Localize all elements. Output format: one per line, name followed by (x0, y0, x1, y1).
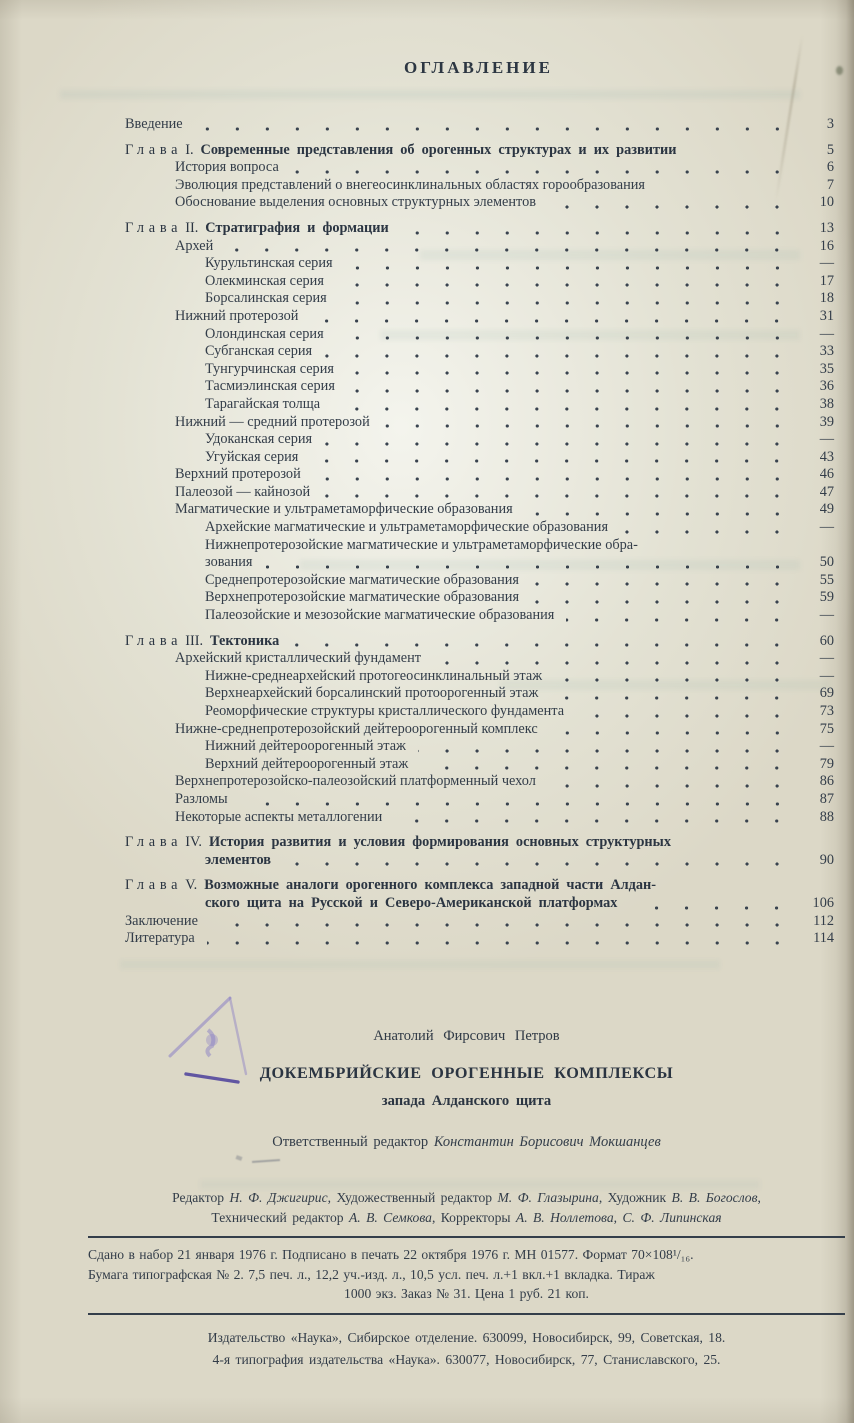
toc-page-number: 114 (813, 930, 834, 947)
toc-entry-label: Верхнепротерозойско-палеозойский платформенный чехол (175, 773, 536, 790)
toc-row (125, 484, 834, 502)
toc-row (125, 326, 834, 344)
toc-row (125, 378, 834, 396)
toc-entry-label: Литература (125, 930, 195, 947)
toc-page-number: 60 (819, 632, 834, 649)
toc-row (125, 773, 834, 791)
chapter-prefix: Глава IV. (125, 834, 203, 851)
toc-page-number: — (819, 650, 834, 667)
toc-row (125, 809, 834, 827)
toc-row (125, 537, 834, 555)
toc-row (125, 791, 834, 809)
toc-entry-label: Верхнеархейский борсалинский протоорогенный этаж (205, 685, 539, 702)
toc-entry-label: Тектоника (210, 632, 280, 649)
dot-leader (548, 197, 792, 211)
toc-chapter-row (125, 834, 834, 852)
toc-entry-label: Верхний протерозой (175, 466, 301, 483)
book-subtitle: запада Алданского щита (381, 1093, 552, 1109)
toc-entry-label: зования (205, 554, 253, 571)
dot-leader (310, 311, 792, 325)
toc-row (125, 895, 834, 913)
dot-leader (291, 162, 792, 176)
dot-leader (291, 635, 792, 649)
toc-row (125, 668, 834, 686)
toc-entry-label: История вопроса (175, 159, 279, 176)
dot-leader (554, 670, 792, 684)
toc-row (125, 501, 834, 519)
dot-leader (207, 933, 792, 947)
toc-row (125, 273, 834, 291)
dot-leader (433, 653, 792, 667)
toc-entry-label: Нижний дейтероорогенный этаж (205, 738, 406, 755)
dot-leader (620, 522, 792, 536)
toc-page-number: 73 (819, 703, 834, 719)
chapter-prefix: Глава V. (125, 877, 198, 894)
toc-entry-label: Нижне-среднеархейский протогеосинклинальный этаж (205, 667, 543, 684)
toc-row (125, 852, 834, 870)
divider-rule (88, 1236, 845, 1238)
chapter-prefix: Глава II. (125, 219, 199, 236)
toc-page-number: 49 (819, 501, 834, 518)
toc-page-number: 87 (819, 790, 834, 807)
dot-leader (265, 557, 793, 571)
toc-row (125, 361, 834, 379)
paper-speck (836, 66, 843, 75)
toc-page-number: — (819, 519, 834, 536)
role-label: , (757, 1190, 761, 1205)
person-name: Н. Ф. Джигирис (229, 1190, 328, 1205)
toc-entry-label: Среднепротерозойские магматические образования (205, 571, 519, 588)
dot-leader (576, 706, 792, 720)
toc-page-number: 43 (819, 448, 834, 465)
toc-row (125, 756, 834, 774)
toc-page-number: 79 (819, 755, 834, 772)
toc-page-number: 112 (813, 912, 834, 929)
chapter-prefix: Глава III. (125, 632, 204, 649)
toc-page-number: 6 (826, 159, 834, 176)
dot-leader (322, 486, 792, 500)
toc-entry-label: элементов (205, 851, 271, 868)
toc-page-number: 55 (819, 571, 834, 588)
toc-entry-label: Угуйская серия (205, 448, 299, 465)
toc-entry-label: Тарагайская толща (205, 395, 321, 412)
toc-entry-label: Олекминская серия (205, 272, 324, 289)
toc-row (125, 519, 834, 537)
toc-row (125, 343, 834, 361)
person-name: В. В. Богослов (671, 1190, 758, 1205)
toc-entry-label: Верхний дейтероорогенный этаж (205, 755, 409, 772)
chapter-prefix: Глава I. (125, 141, 194, 158)
toc-page-number: — (819, 607, 834, 624)
toc-row (125, 116, 834, 134)
print-info-line-3: 1000 экз. Заказ № 31. Цена 1 руб. 21 коп. (344, 1286, 589, 1301)
toc-page-number: 10 (819, 194, 834, 211)
book-title: ДОКЕМБРИЙСКИЕ ОРОГЕННЫЕ КОМПЛЕКСЫ (259, 1064, 674, 1082)
toc-entry-label: Современные представления об орогенных структурах и их развитии (200, 141, 677, 158)
toc-entry-label: Архейские магматические и ультраметаморфические образования (205, 519, 609, 536)
toc-entry-label: Удоканская серия (205, 431, 313, 448)
divider-rule (88, 1313, 845, 1315)
toc-entry-label: Магматические и ультраметаморфические образования (175, 501, 513, 518)
dot-leader (550, 723, 792, 737)
role-label: Ответственный редактор (272, 1134, 434, 1150)
toc-row (125, 194, 834, 212)
dot-leader (531, 574, 792, 588)
dot-leader (225, 240, 792, 254)
toc-entry-label: Олондинская серия (205, 325, 324, 342)
toc-page-number: 106 (812, 894, 834, 911)
toc-page-number: — (819, 255, 834, 272)
page-title: ОГЛАВЛЕНИЕ (404, 58, 553, 77)
toc-page-number: 13 (819, 219, 834, 236)
dot-leader (313, 469, 792, 483)
person-name: А. В. Семкова (348, 1209, 432, 1225)
dot-leader (336, 275, 792, 289)
toc-row (125, 572, 834, 590)
toc-page-number: 38 (819, 395, 834, 412)
toc-entry-label: Нижне-среднепротерозойский дейтероорогенный комплекс (175, 720, 538, 737)
role-label: , Корректоры (431, 1209, 516, 1225)
role-label: , Художник (598, 1190, 672, 1205)
toc-page-number: 5 (826, 141, 834, 158)
toc-row (125, 466, 834, 484)
toc-entry-label: Обоснование выделения основных структурных элементов (175, 194, 536, 211)
toc-page-number: — (819, 325, 834, 342)
role-label: Технический редактор (211, 1209, 349, 1225)
toc-row (125, 159, 834, 177)
toc-row (125, 396, 834, 414)
toc-entry-label: Нижний протерозой (175, 307, 299, 324)
toc-entry-label: Эволюция представлений о внегеосинклинальных областях горообразования (175, 176, 645, 193)
person-name: Константин Борисович Мокшанцев (433, 1134, 661, 1150)
toc-page-number: — (819, 738, 834, 755)
dot-leader (324, 346, 792, 360)
toc-entry-label: Разломы (175, 790, 228, 807)
dot-leader (195, 119, 792, 133)
toc-page-number: 31 (819, 307, 834, 324)
toc-row (125, 255, 834, 273)
toc-row (125, 607, 834, 625)
toc-entry-label: Субганская серия (205, 343, 313, 360)
bleed-through-smudge (60, 90, 800, 99)
print-info-line-2: Бумага типографская № 2. 7,5 печ. л., 12,2 уч.-изд. л., 10,5 усл. печ. л.+1 вкл.+1 вкладка. Тираж (88, 1266, 655, 1282)
toc-chapter-row (125, 633, 834, 651)
person-name: А. В. Ноллетова (515, 1209, 614, 1225)
toc-page-number: 47 (819, 483, 834, 500)
toc-entry-label: Введение (125, 116, 183, 132)
dot-leader (418, 741, 792, 755)
toc-row (125, 308, 834, 326)
dot-leader (525, 504, 792, 518)
dot-leader (550, 688, 792, 702)
toc-entry-label: Нижний — средний протерозой (175, 413, 370, 430)
toc-page-number: 18 (819, 290, 834, 307)
toc-row (125, 738, 834, 756)
toc-entry-label: ского щита на Русской и Северо-Американской платформах (205, 894, 618, 911)
toc-row (125, 930, 834, 948)
toc-entry-label: История развития и условия формирования основных структурных (209, 834, 671, 851)
role-label: Редактор (172, 1190, 230, 1205)
dot-leader (548, 776, 792, 790)
toc-page-number: 3 (826, 116, 834, 132)
editors-line-1 (88, 1188, 845, 1208)
toc-entry-label: Возможные аналоги орогенного комплекса западной части Алдан- (204, 877, 657, 894)
dot-leader (382, 416, 792, 430)
dot-leader (310, 451, 792, 465)
dot-leader (210, 915, 792, 929)
toc-row (125, 703, 834, 721)
toc-entry-label: Реоморфические структуры кристаллического фундамента (205, 703, 565, 719)
toc-page-number: 88 (819, 808, 834, 825)
toc-page-number: — (819, 431, 834, 448)
toc-row (125, 449, 834, 467)
dot-leader (283, 854, 792, 868)
dot-leader (240, 794, 792, 808)
toc-row (125, 414, 834, 432)
toc-page-number: 36 (819, 378, 834, 395)
toc-page-number: 90 (819, 851, 834, 868)
toc-entry-label: Палеозой — кайнозой (175, 483, 311, 500)
toc-chapter-row (125, 142, 834, 160)
dot-leader (629, 898, 792, 912)
toc-page-number: 59 (819, 589, 834, 606)
toc-row (125, 589, 834, 607)
toc-page-number: 33 (819, 343, 834, 360)
dot-leader (345, 258, 792, 272)
table-of-contents (125, 116, 834, 948)
toc-page-number: 17 (819, 272, 834, 289)
toc-row (125, 913, 834, 931)
toc-page-number: 69 (819, 685, 834, 702)
person-name: М. Ф. Глазырина (497, 1190, 599, 1205)
bleed-through-smudge (120, 960, 720, 969)
toc-entry-label: Архей (175, 237, 214, 254)
toc-row (125, 685, 834, 703)
author-name: Анатолий Фирсович Петров (373, 1028, 560, 1044)
toc-page-number: 35 (819, 360, 834, 377)
dot-leader (346, 363, 792, 377)
toc-entry-label: Борсалинская серия (205, 290, 327, 307)
toc-entry-label: Палеозойские и мезозойские магматические образования (205, 607, 555, 624)
dot-leader (394, 811, 792, 825)
dot-leader (332, 399, 792, 413)
dot-leader (336, 328, 792, 342)
role-label: , (613, 1209, 623, 1225)
dot-leader (420, 758, 792, 772)
publisher-line-1: Издательство «Наука», Сибирское отделение. 630099, Новосибирск, 99, Советская, 18. (207, 1329, 726, 1345)
role-label: , Художественный редактор (327, 1190, 498, 1205)
toc-row (125, 238, 834, 256)
toc-row (125, 431, 834, 449)
toc-page-number: 86 (819, 773, 834, 790)
toc-page-number: 75 (819, 720, 834, 737)
dot-leader (566, 610, 792, 624)
toc-page-number: 7 (826, 176, 834, 193)
dot-leader (324, 434, 792, 448)
person-name: С. Ф. Липинская (622, 1209, 722, 1225)
toc-page-number: 16 (819, 237, 834, 254)
toc-row (125, 721, 834, 739)
toc-entry-label: Архейский кристаллический фундамент (175, 650, 422, 667)
toc-page-number: 50 (819, 554, 834, 571)
toc-entry-label: Некоторые аспекты металлогении (175, 808, 383, 825)
toc-page-number: — (819, 667, 834, 684)
toc-entry-label: Тунгурчинская серия (205, 360, 334, 377)
toc-page-number: 39 (819, 413, 834, 430)
toc-row (125, 290, 834, 308)
publisher-line-2: 4-я типография издательства «Наука». 630077, Новосибирск, 77, Станиславского, 25. (212, 1351, 721, 1367)
responsible-editor-line (88, 1134, 845, 1151)
dot-leader (401, 223, 792, 237)
toc-entry-label: Тасмиэлинская серия (205, 378, 335, 395)
toc-chapter-row (125, 220, 834, 238)
toc-row (125, 177, 834, 195)
colophon (88, 1028, 845, 1371)
toc-entry-label: Верхнепротерозойские магматические образования (205, 589, 520, 606)
dot-leader (347, 381, 792, 395)
toc-entry-label: Курультинская серия (205, 255, 333, 272)
print-info-line-1: Сдано в набор 21 января 1976 г. Подписано в печать 22 октября 1976 г. МН 01577. Формат 70×108¹/₁₆. (88, 1247, 694, 1262)
toc-row (125, 650, 834, 668)
toc-entry-label: Стратиграфия и формации (205, 219, 389, 236)
toc-entry-label: Заключение (125, 912, 198, 929)
toc-chapter-row (125, 877, 834, 895)
toc-page-number: 46 (819, 466, 834, 483)
toc-row (125, 554, 834, 572)
dot-leader (531, 592, 792, 606)
editors-line-2 (88, 1208, 845, 1228)
toc-entry-label: Нижнепротерозойские магматические и ультраметаморфические обра- (205, 536, 638, 553)
dot-leader (339, 293, 792, 307)
